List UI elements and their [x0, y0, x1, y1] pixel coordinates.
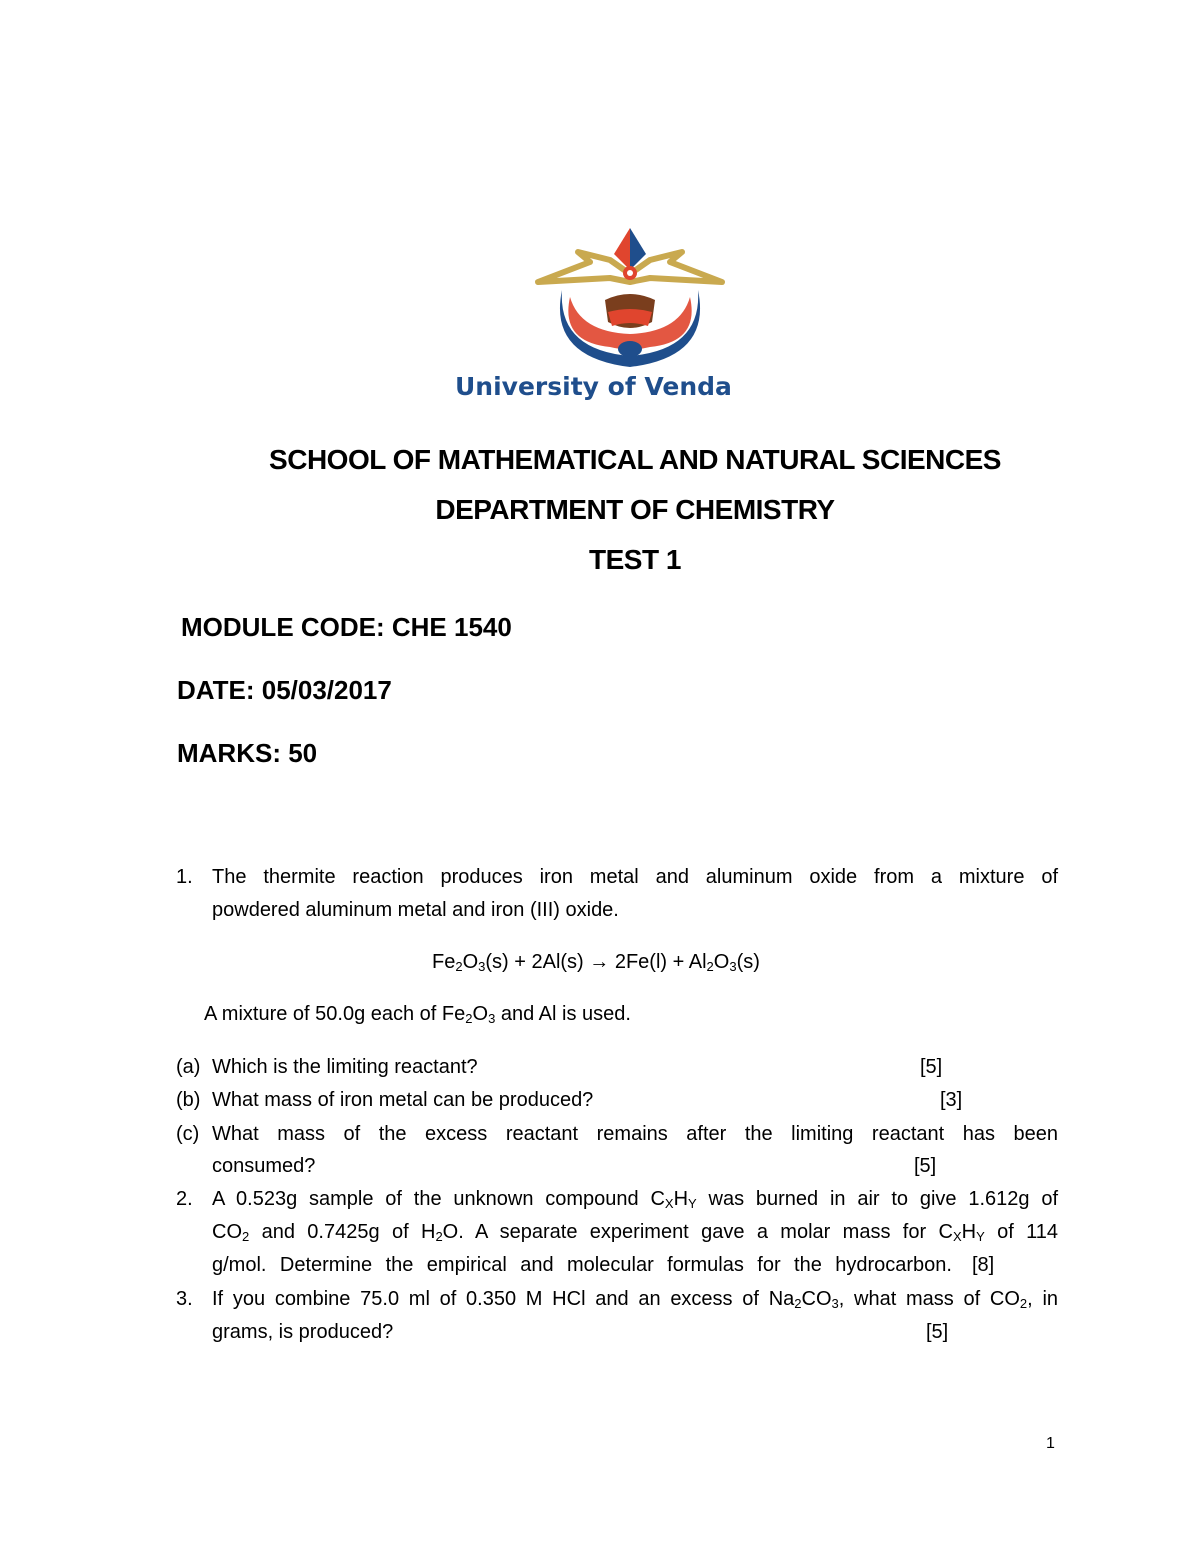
subquestion-b-text: [212, 1089, 593, 1112]
subscript: 2: [1019, 1296, 1028, 1311]
text-segment: powdered aluminum metal and iron (III) oxide.: [212, 899, 619, 921]
text-segment: , in: [1027, 1288, 1059, 1310]
subscript: 2: [706, 959, 714, 974]
question-2-line: [212, 1221, 1058, 1244]
text-segment: O. A separate experiment gave a molar mass for C: [442, 1221, 953, 1243]
text-segment: O: [472, 1003, 489, 1025]
text-segment: O: [462, 951, 479, 973]
subscript: 3: [478, 959, 486, 974]
text-segment: The thermite reaction produces iron metal and aluminum oxide from a mixture of: [212, 866, 1058, 888]
question-number: 2.: [176, 1188, 193, 1210]
mixture-statement: [204, 1003, 631, 1026]
marks-c: [5]: [914, 1155, 937, 1177]
subscript: 2: [794, 1296, 802, 1311]
question-number: 3.: [176, 1288, 193, 1310]
subscript: X: [664, 1196, 674, 1211]
marks-q2: [8]: [972, 1254, 995, 1276]
text-segment: What mass of iron metal can be produced?: [212, 1089, 594, 1111]
university-logo-text: [450, 368, 810, 404]
question-2-line: [212, 1188, 1058, 1211]
question-1-line: [212, 866, 1058, 889]
text-segment: and Al is used.: [495, 1003, 631, 1025]
question-2-line: [212, 1254, 952, 1277]
text-segment: g/mol. Determine the empirical and molecular formulas for the hydrocarbon.: [212, 1254, 952, 1276]
test-date: DATE: 05/03/2017: [177, 675, 392, 705]
subquestion-label: (b): [176, 1089, 201, 1111]
text-segment: If you combine 75.0 ml of 0.350 M HCl and an excess of Na: [212, 1288, 795, 1310]
subscript: Y: [688, 1196, 697, 1211]
text-segment: What mass of the excess reactant remains after the limiting reactant has been: [212, 1123, 1058, 1145]
text-segment: A 0.523g sample of the unknown compound C: [212, 1188, 665, 1210]
subquestion-label: (a): [176, 1056, 201, 1078]
subscript: 2: [455, 959, 463, 974]
test-heading: TEST 1: [589, 544, 681, 575]
question-3-line: [212, 1288, 1058, 1311]
text-segment: and 0.7425g of H: [249, 1221, 436, 1243]
subquestion-label: (c): [176, 1123, 200, 1145]
subscript: X: [952, 1229, 962, 1244]
reaction-equation: [432, 951, 760, 974]
page-number: 1: [1046, 1435, 1055, 1452]
subquestion-c-line: [212, 1155, 315, 1178]
text-segment: A mixture of 50.0g each of Fe: [204, 1003, 466, 1025]
marks-b: [3]: [940, 1089, 963, 1111]
text-segment: (s): [736, 951, 760, 973]
subscript: 3: [729, 959, 737, 974]
text-segment: (s) + 2Al(s) → 2Fe(l) + Al: [485, 951, 707, 973]
subscript: 2: [435, 1229, 443, 1244]
text-segment: H: [961, 1221, 977, 1243]
text-segment: Fe: [432, 951, 456, 973]
subscript: 2: [242, 1229, 250, 1244]
subscript: Y: [976, 1229, 985, 1244]
text-segment: , what mass of CO: [838, 1288, 1020, 1310]
subquestion-c-line: [212, 1123, 1058, 1146]
question-3-line: [212, 1321, 393, 1344]
university-logo: [530, 222, 730, 372]
text-segment: H: [673, 1188, 689, 1210]
text-segment: Which is the limiting reactant?: [212, 1056, 478, 1078]
subquestion-a-text: [212, 1056, 478, 1079]
subscript: 3: [488, 1011, 496, 1026]
subscript: 3: [831, 1296, 839, 1311]
school-heading: SCHOOL OF MATHEMATICAL AND NATURAL SCIENCES: [269, 444, 1001, 475]
text-segment: O: [713, 951, 730, 973]
text-segment: CO: [212, 1221, 242, 1243]
subscript: 2: [465, 1011, 473, 1026]
total-marks: MARKS: 50: [177, 738, 318, 768]
marks-q3: [5]: [926, 1321, 949, 1343]
text-segment: consumed?: [212, 1155, 316, 1177]
module-code: MODULE CODE: CHE 1540: [181, 612, 512, 642]
marks-a: [5]: [920, 1056, 943, 1078]
question-number: 1.: [176, 866, 193, 888]
text-segment: grams, is produced?: [212, 1321, 394, 1343]
text-segment: of 114: [984, 1221, 1059, 1243]
logo-wordmark: University of Venda: [455, 372, 732, 401]
question-1-line: [212, 899, 619, 922]
text-segment: CO: [801, 1288, 832, 1310]
department-heading: DEPARTMENT OF CHEMISTRY: [435, 494, 835, 525]
text-segment: was burned in air to give 1.612g of: [696, 1188, 1058, 1210]
